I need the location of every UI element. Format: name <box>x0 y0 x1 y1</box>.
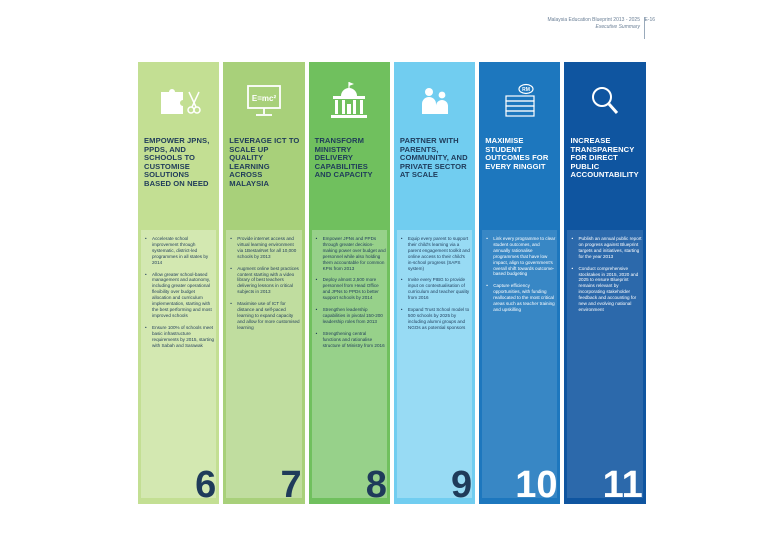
column-title: PARTNER WITH PARENTS, COMMUNITY, AND PRIVATE SECTOR AT SCALE <box>399 136 468 180</box>
bullet-list <box>400 236 471 337</box>
list-item: • Allow greater school-based management and autonomy, including greater operational flexibility over budget allocation and curriculum implementation, starting with the best performing and most improved schools <box>152 272 215 319</box>
column-title: INCREASE TRANSPARENCY FOR DIRECT PUBLIC ACCOUNTABILITY <box>570 136 639 180</box>
page-number: E-16 <box>644 17 655 23</box>
list-item: • Capture efficiency opportunities, with funding reallocated to the most critical areas such as teacher training and upskilling <box>493 283 556 313</box>
currency-text: RM <box>521 87 530 93</box>
list-item: • Equip every parent to support their child's learning via a parent engagement toolkit and online access to their child's in-school progress (SAPS system) <box>408 236 471 271</box>
shift-number: 7 <box>280 464 302 504</box>
bullet-list <box>315 236 386 355</box>
shift-number: 6 <box>195 464 217 504</box>
government-building-icon <box>309 80 390 122</box>
list-item: • Publish an annual public report on progress against Blueprint targets and initiatives, starting for the year 2013 <box>578 236 641 260</box>
list-item: • Link every programme to clear student outcomes, and annually rationalise programmes that have low impact, align to government's overall shift towards outcome-based budgeting <box>493 236 556 277</box>
shift-column-11 <box>564 62 645 504</box>
list-item: • Maximise use of ICT for distance and self-paced learning to expand capacity and allow for more customised learning <box>237 301 300 331</box>
column-title: EMPOWER JPNS, PPDS, AND SCHOOLS TO CUSTOMISE SOLUTIONS BASED ON NEED <box>144 136 210 188</box>
list-item: • Ensure 100% of schools meet basic infrastructure requirements by 2015, starting with Sabah and Sarawak <box>152 325 215 349</box>
shift-number: 10 <box>515 464 558 504</box>
list-item: • Augment online best practices content starting with a video library of best teachers delivering lessons in critical subjects in 2013 <box>237 266 300 296</box>
list-item: • Conduct comprehensive stocktakes in 2015, 2020 and 2025 to ensure Blueprint remains relevant by incorporating stakeholder feedback and accounting for new and evolving national environment <box>578 266 641 313</box>
money-stack-icon <box>479 80 560 122</box>
shift-number: 9 <box>451 464 473 504</box>
shift-number: 11 <box>602 464 643 504</box>
list-item: • Empower JPNs and PPDs through greater decision-making power over budget and personnel while also holding them accountable for common KPIs from 2013 <box>323 236 386 271</box>
list-item: • Deploy almost 2,500 more personnel from Head Office and JPNs to PPDs to better support schools by 2014 <box>323 277 386 301</box>
column-title: MAXIMISE STUDENT OUTCOMES FOR EVERY RINGGIT <box>485 136 549 171</box>
formula-text: E=mc² <box>251 94 277 103</box>
list-item: • Strengthen leadership capabilities in pivotal 150-200 leadership roles from 2013 <box>323 307 386 325</box>
blueprint-title: Malaysia Education Blueprint 2013 - 2025 <box>547 17 640 23</box>
shift-number: 8 <box>365 464 387 504</box>
bullet-list <box>570 236 641 319</box>
shift-columns <box>138 62 646 504</box>
bullet-list <box>485 236 556 319</box>
magnifier-icon <box>564 80 645 122</box>
shift-column-7 <box>223 62 304 504</box>
puzzle-scissors-icon <box>138 80 219 122</box>
column-title: LEVERAGE ICT TO SCALE UP QUALITY LEARNING ACROSS MALAYSIA <box>229 136 300 188</box>
shift-column-6 <box>138 62 219 504</box>
column-title: TRANSFORM MINISTRY DELIVERY CAPABILITIES AND CAPACITY <box>314 136 373 180</box>
shift-column-9 <box>394 62 475 504</box>
list-item: • Expand Trust School model to 500 schools by 2025 by including alumni groups and NGOs as potential sponsors <box>408 307 471 331</box>
shift-column-10 <box>479 62 560 504</box>
list-item: • Invite every PIBG to provide input on contextualisation of curriculum and teacher quality from 2016 <box>408 277 471 301</box>
bullet-list <box>144 236 215 354</box>
formula-screen-icon <box>223 80 304 122</box>
bullet-list <box>229 236 300 337</box>
list-item: • Strengthening central functions and rationalise structure of Ministry from 2016 <box>323 331 386 349</box>
people-icon <box>394 80 475 122</box>
list-item: • Provide internet access and virtual learning environment via 1BestariNet for all 10,000 schools by 2013 <box>237 236 300 260</box>
list-item: • Accelerate school improvement through systematic, district-led programmes in all states by 2014 <box>152 236 215 266</box>
section-subtitle: Executive Summary <box>595 24 640 30</box>
shift-column-8 <box>309 62 390 504</box>
